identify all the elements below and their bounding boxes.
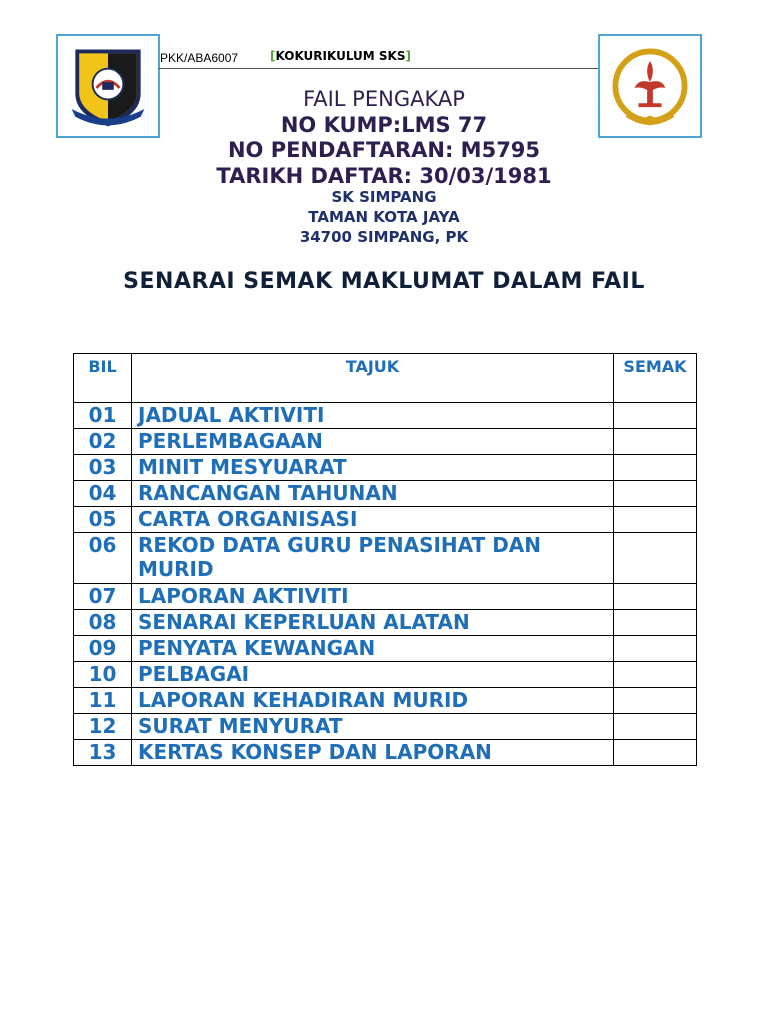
row-number: 09 xyxy=(74,636,132,662)
row-number: 10 xyxy=(74,662,132,688)
row-check-cell[interactable] xyxy=(614,636,697,662)
table-row xyxy=(74,610,697,636)
header-semak: SEMAK xyxy=(614,354,697,403)
school-address-line1: TAMAN KOTA JAYA xyxy=(308,208,460,226)
table-row xyxy=(74,636,697,662)
header-tajuk: TAJUK xyxy=(132,354,614,403)
row-check-cell[interactable] xyxy=(614,740,697,766)
school-address-line2: 34700 SIMPANG, PK xyxy=(299,228,469,246)
row-check-cell[interactable] xyxy=(614,403,697,429)
table-row xyxy=(74,403,697,429)
row-title: LAPORAN KEHADIRAN MURID xyxy=(132,688,614,714)
group-number: NO KUMP:LMS 77 xyxy=(280,113,488,137)
row-number: 02 xyxy=(74,429,132,455)
row-title: RANCANGAN TAHUNAN xyxy=(132,481,614,507)
checklist-body xyxy=(74,403,697,766)
row-title: SURAT MENYURAT xyxy=(132,714,614,740)
row-title: MINIT MESYUARAT xyxy=(132,455,614,481)
row-title: KERTAS KONSEP DAN LAPORAN xyxy=(132,740,614,766)
row-number: 03 xyxy=(74,455,132,481)
table-row xyxy=(74,481,697,507)
row-number: 06 xyxy=(74,533,132,584)
row-check-cell[interactable] xyxy=(614,714,697,740)
table-row xyxy=(74,714,697,740)
table-row xyxy=(74,584,697,610)
tag-close-bracket: ] xyxy=(405,49,411,63)
row-check-cell[interactable] xyxy=(614,584,697,610)
row-check-cell[interactable] xyxy=(614,610,697,636)
row-title: LAPORAN AKTIVITI xyxy=(132,584,614,610)
row-check-cell[interactable] xyxy=(614,688,697,714)
row-number: 04 xyxy=(74,481,132,507)
row-title: REKOD DATA GURU PENASIHAT DAN MURID xyxy=(132,533,614,584)
document-code: PKK/ABA6007 xyxy=(160,51,239,65)
table-row xyxy=(74,429,697,455)
row-number: 07 xyxy=(74,584,132,610)
header-bil: BIL xyxy=(74,354,132,403)
table-row xyxy=(74,507,697,533)
row-check-cell[interactable] xyxy=(614,429,697,455)
row-check-cell[interactable] xyxy=(614,481,697,507)
header-divider xyxy=(158,68,598,69)
file-title: FAIL PENGAKAP xyxy=(303,87,465,111)
row-title: PERLEMBAGAAN xyxy=(132,429,614,455)
table-row xyxy=(74,533,697,584)
checklist-title: SENARAI SEMAK MAKLUMAT DALAM FAIL xyxy=(123,269,645,294)
table-row xyxy=(74,662,697,688)
row-number: 08 xyxy=(74,610,132,636)
curriculum-tag xyxy=(270,49,411,63)
row-title: PELBAGAI xyxy=(132,662,614,688)
row-number: 05 xyxy=(74,507,132,533)
row-check-cell[interactable] xyxy=(614,533,697,584)
table-header-row xyxy=(74,354,697,403)
checklist-table xyxy=(73,353,697,766)
registration-number: NO PENDAFTARAN: M5795 xyxy=(227,138,541,162)
row-check-cell[interactable] xyxy=(614,455,697,481)
row-title: SENARAI KEPERLUAN ALATAN xyxy=(132,610,614,636)
row-number: 12 xyxy=(74,714,132,740)
tag-open-bracket: [ xyxy=(270,49,276,63)
row-check-cell[interactable] xyxy=(614,507,697,533)
row-number: 13 xyxy=(74,740,132,766)
row-title: PENYATA KEWANGAN xyxy=(132,636,614,662)
school-name: SK SIMPANG xyxy=(331,188,437,206)
table-row xyxy=(74,455,697,481)
tag-text: KOKURIKULUM SKS xyxy=(275,49,406,63)
row-number: 11 xyxy=(74,688,132,714)
row-title: JADUAL AKTIVITI xyxy=(132,403,614,429)
row-number: 01 xyxy=(74,403,132,429)
row-title: CARTA ORGANISASI xyxy=(132,507,614,533)
table-row xyxy=(74,740,697,766)
registration-date: TARIKH DAFTAR: 30/03/1981 xyxy=(216,164,552,188)
table-row xyxy=(74,688,697,714)
row-check-cell[interactable] xyxy=(614,662,697,688)
